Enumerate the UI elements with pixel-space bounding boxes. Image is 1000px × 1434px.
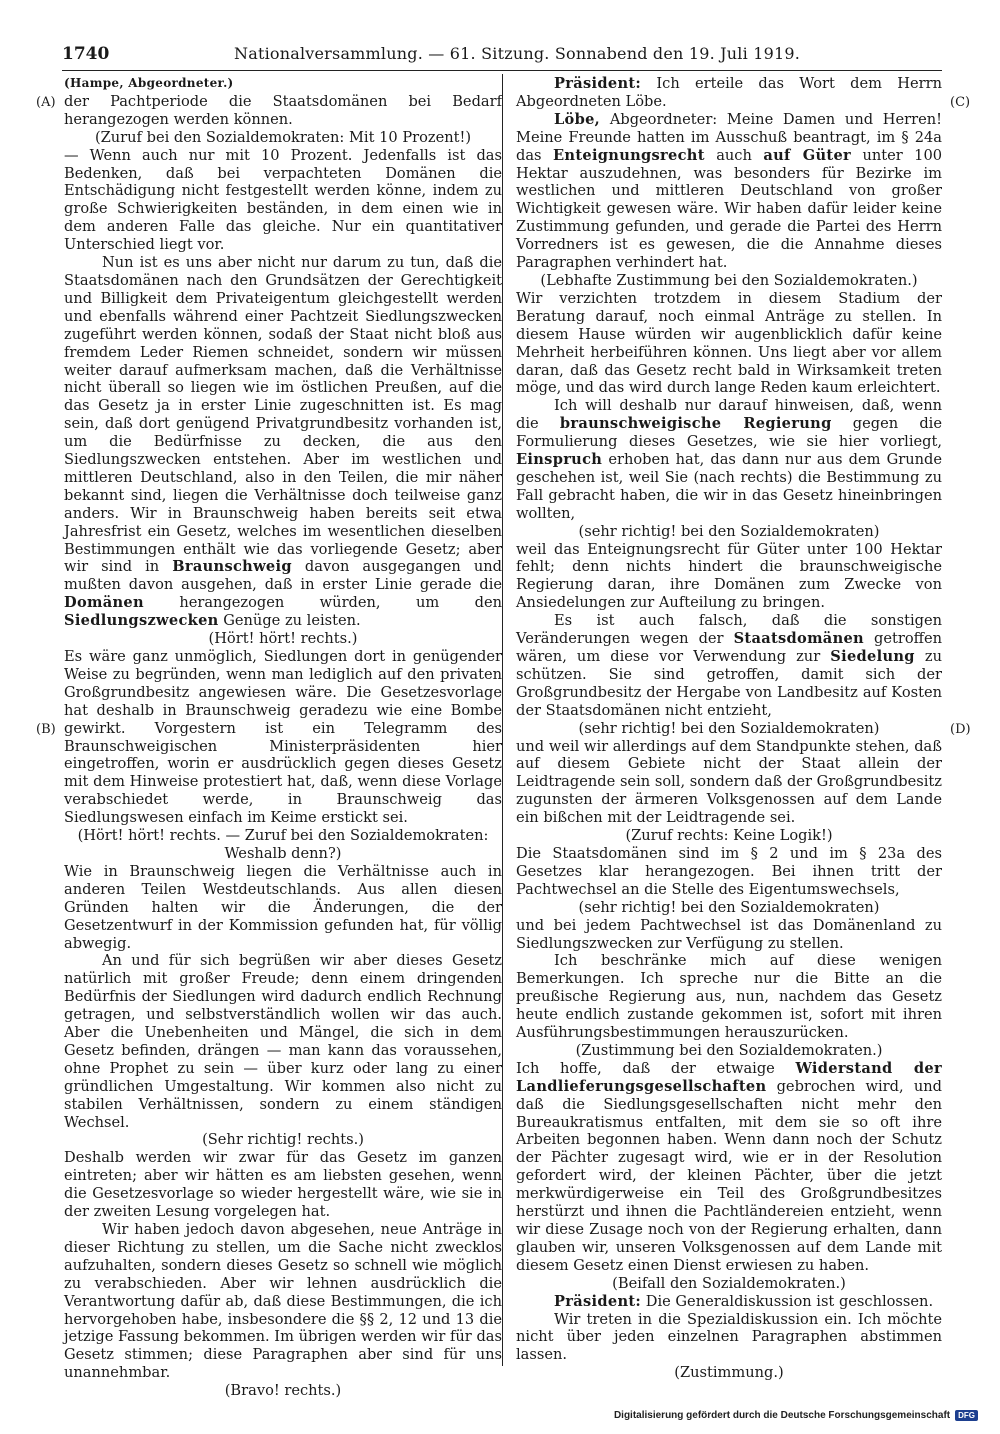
dfg-logo: DFG bbox=[955, 1410, 978, 1421]
speaker-label: Präsident: bbox=[554, 75, 642, 92]
margin-marker-a: (A) bbox=[36, 95, 56, 110]
interjection: (sehr richtig! bei den Sozialdemokraten) bbox=[578, 719, 880, 737]
speaker-label: Löbe, bbox=[554, 110, 601, 128]
paragraph: Wir treten in die Spezialdiskussion ein. Ich möchte nicht über jeden einzelnen Paragraphen abstimmen lassen. bbox=[516, 1310, 942, 1364]
page-number: 1740 bbox=[62, 44, 110, 64]
footer-text: Digitalisierung gefördert durch die Deutsche Forschungsgemeinschaft bbox=[613, 1410, 951, 1421]
emphasis: Enteignungsrecht bbox=[552, 146, 705, 164]
interjection: (Hört! hört! rechts. — Zuruf bei den Sozialdemokraten: Weshalb denn?) bbox=[77, 827, 489, 862]
interjection: (Lebhafte Zustimmung bei den Sozialdemokraten.) bbox=[540, 271, 918, 289]
interjection: (Zustimmung.) bbox=[674, 1364, 784, 1382]
paragraph: Ich hoffe, daß der etwaige Widerstand der Landlieferungsgesellschaften gebrochen wird, und daß die Siedlungsgesellschaften nicht mehr den Bureaukratismus entfalten, mit dem sie so oft ihre Arbeiten begonnen haben. Wenn dann noch der Schutz der Pächter zugesagt wird, wie er in der Resolution gefordert wird, der kleinen Pächter, über die jetzt merkwürdigerweise ein Teil des Großgrundbesitzes herstürzt und ihnen die Pachtländereien entzieht, wenn wir diese Zusage noch von der Regierung erhalten, dann glauben wir, unseren Volksgenossen auf dem Lande mit diesem Gesetz einen Dienst erwiesen zu haben. bbox=[516, 1059, 942, 1274]
speaker-label: Präsident: bbox=[554, 1292, 642, 1310]
interjection: (Sehr richtig! rechts.) bbox=[202, 1131, 364, 1149]
page-header bbox=[62, 44, 942, 72]
left-column bbox=[64, 75, 502, 1400]
digitization-footer bbox=[614, 1410, 978, 1421]
right-column bbox=[516, 75, 942, 1382]
paragraph: weil das Enteignungsrecht für Güter unter 100 Hektar fehlt; denn nichts hindert die braunschweigische Regierung daran, ihre Domänen zum Zwecke von Ansiedelungen zur Aufteilung zu bringen. bbox=[516, 540, 942, 612]
paragraph: Deshalb werden wir zwar für das Gesetz im ganzen eintreten; aber wir hätten es am liebsten gesehen, wenn die Gesetzesvorlage so wieder hergestellt wäre, wie sie in der zweiten Lesung vorgelegen hat. bbox=[64, 1149, 502, 1221]
emphasis: auf Güter bbox=[763, 146, 852, 164]
interjection: (sehr richtig! bei den Sozialdemokraten) bbox=[578, 522, 880, 540]
emphasis: braunschweigische Regierung bbox=[559, 415, 832, 433]
paragraph: Nun ist es uns aber nicht nur darum zu tun, daß die Staatsdomänen nach den Grundsätzen der Gerechtigkeit und Billigkeit dem Privateigentum gleichgestellt werden und ebenfalls während einer Pachtzeit Siedlungszwecken zugeführt werden können, sodaß der Staat nicht bloß aus fremdem Leder Riemen schneidet, sondern wir müssen weiter darauf aufmerksam machen, daß die Verhältnisse nicht überall so liegen wie im östlichen Preußen, auf die das Gesetz ja in erster Linie zugeschnitten ist. Es mag sein, daß dort genügend Privatgrundbesitz vorhanden ist, um die Bedürfnisse zu decken, die aus den Siedlungszwecken entstehen. Aber im westlichen und mittleren Deutschland, also in den Teilen, die mir näher bekannt sind, liegen die Verhältnisse doch teilweise ganz anders. Wir in Braunschweig haben bereits seit etwa Jahresfrist ein Gesetz, welches im wesentlichen dieselben Bestimmungen enthält wie das vorliegende Gesetz; aber wir sind in Braunschweig davon ausgegangen und mußten davon ausgehen, daß in erster Linie gerade die Domänen herangezogen würden, um den Siedlungszwecken Genüge zu leisten. bbox=[64, 254, 503, 630]
interjection: (Zuruf rechts: Keine Logik!) bbox=[625, 827, 833, 845]
margin-marker-c: (C) bbox=[950, 95, 971, 110]
emphasis: Domänen bbox=[64, 594, 144, 612]
paragraph: Wir verzichten trotzdem in diesem Stadium der Beratung darauf, noch einmal Anträge zu stellen. In diesem Hause würden wir augenblicklich dafür keine Mehrheit herbeiführen können. Uns liegt aber vor allem daran, daß das Gesetz recht bald in Wirksamkeit treten möge, und das wird durch lange Reden kaum erleichtert. bbox=[516, 289, 942, 397]
paragraph: Wir haben jedoch davon abgesehen, neue Anträge in dieser Richtung zu stellen, um die Sache nicht zwecklos aufzuhalten, sondern dieses Gesetz so schnell wie möglich zu verabschieden. Aber wir lehnen ausdrücklich die Verantwortung dafür ab, daß diese Bestimmungen, die ich hervorgehoben habe, insbesondere die §§ 2, 12 und 13 die jetzige Fassung bekommen. Im übrigen werden wir für das Gesetz stimmen; diese Paragraphen aber sind für uns unannehmbar. bbox=[64, 1221, 502, 1382]
paragraph: Präsident: Ich erteile das Wort dem Herrn Abgeordneten Löbe. bbox=[516, 75, 942, 110]
paragraph: Löbe, Abgeordneter: Meine Damen und Herren! Meine Freunde hatten im Ausschuß beantragt, im § 24a das Enteignungsrecht auch auf Güter unter 100 Hektar auszudehnen, was besonders für Bezirke im westlichen und mittleren Deutschland von großer Wichtigkeit gewesen wäre. Wir haben dafür leider keine Zustimmung gefunden, und gerade die Partei des Herrn Vorredners ist es gewesen, die die Annahme dieses Paragraphen verhindert hat. bbox=[516, 110, 943, 272]
interjection: (Hört! hört! rechts.) bbox=[208, 630, 358, 648]
speaker-note: (Hampe, Abgeordneter.) bbox=[64, 76, 234, 90]
running-title: Nationalversammlung. — 61. Sitzung. Sonnabend den 19. Juli 1919. bbox=[234, 44, 801, 63]
emphasis: Siedlungszwecken bbox=[64, 612, 219, 630]
emphasis: Einspruch bbox=[516, 451, 603, 469]
margin-marker-b: (B) bbox=[36, 722, 56, 737]
emphasis: Siedelung bbox=[830, 648, 915, 665]
interjection: (Zuruf bei den Sozialdemokraten: Mit 10 Prozent!) bbox=[94, 128, 472, 146]
paragraph: Es ist auch falsch, daß die sonstigen Veränderungen wegen der Staatsdomänen getroffen wären, um diese vor Verwendung zur Siedelung zu schützen. Sie sind getroffen, damit sich der Großgrundbesitz der Hergabe von Landbesitz auf Kosten der Staatsdomänen nicht entzieht, bbox=[516, 612, 943, 719]
paragraph: An und für sich begrüßen wir aber dieses Gesetz natürlich mit großer Freude; denn einem dringenden Bedürfnis der Siedlungen wird dadurch endlich Rechnung getragen, und selbstverständlich wollen wir das auch. Aber die Unebenheiten und Mängel, die sich in dem Gesetz befinden, drängen — man kann das voraussehen, ohne Prophet zu sein — über kurz oder lang zu einer gründlichen Umgestaltung. Wir kommen also nicht zu stabilen Verhältnissen, sondern zu einem ständigen Wechsel. bbox=[64, 952, 502, 1131]
interjection: (Zustimmung bei den Sozialdemokraten.) bbox=[575, 1041, 883, 1059]
paragraph: Ich beschränke mich auf diese wenigen Bemerkungen. Ich spreche nur die Bitte an die preußische Regierung aus, nun, nachdem das Gesetz heute endlich zustande gekommen ist, sofort mit ihren Ausführungsbestimmungen herauszurücken. bbox=[516, 952, 942, 1042]
paragraph: und bei jedem Pachtwechsel ist das Domänenland zu Siedlungszwecken zur Verfügung zu stellen. bbox=[516, 916, 942, 952]
margin-marker-d: (D) bbox=[950, 722, 971, 737]
interjection: (Bravo! rechts.) bbox=[224, 1382, 342, 1400]
paragraph: Wie in Braunschweig liegen die Verhältnisse auch in anderen Teilen Westdeutschlands. Aus allen diesen Gründen halten wir die Änderungen, die der Gesetzentwurf in der Kommission gefunden hat, für völlig abwegig. bbox=[64, 862, 502, 952]
paragraph: — Wenn auch nur mit 10 Prozent. Jedenfalls ist das Bedenken, daß bei verpachteten Domänen die Entschädigung nicht festgestellt werden könne, indem zu große Schwierigkeiten beständen, in dem einen wie in dem anderen Falle das gleiche. Nur ein quantitativer Unterschied liegt vor. bbox=[64, 146, 502, 254]
emphasis: Widerstand der Landlieferungsgesellschaften bbox=[516, 1059, 942, 1095]
emphasis: Staatsdomänen bbox=[733, 630, 864, 648]
emphasis: Braunschweig bbox=[172, 558, 292, 576]
paragraph: der Pachtperiode die Staatsdomänen bei Bedarf herangezogen werden können. bbox=[64, 92, 502, 128]
paragraph: und weil wir allerdings auf dem Standpunkte stehen, daß auf diesem Gebiete nicht der Staat allein der Leidtragende sein soll, sondern daß der Großgrundbesitz zugunsten der ärmeren Volksgenossen auf dem Lande ein bißchen mit der Leidtragende sei. bbox=[516, 737, 942, 827]
interjection: (Beifall den Sozialdemokraten.) bbox=[612, 1274, 846, 1292]
column-divider bbox=[502, 74, 503, 1366]
paragraph: Präsident: Die Generaldiskussion ist geschlossen. bbox=[554, 1292, 934, 1310]
interjection: (sehr richtig! bei den Sozialdemokraten) bbox=[578, 898, 880, 916]
paragraph: Ich will deshalb nur darauf hinweisen, daß, wenn die braunschweigische Regierung gegen die Formulierung dieses Gesetzes, wie sie hier vorliegt, Einspruch erhoben hat, das dann nur aus dem Grunde geschehen ist, weil Sie (nach rechts) die Bestimmung zu Fall gebracht haben, die wir in das Gesetz hineinbringen wollten, bbox=[516, 397, 943, 522]
paragraph: Es wäre ganz unmöglich, Siedlungen dort in genügender Weise zu begründen, wenn man lediglich auf den privaten Großgrundbesitz angewiesen wäre. Die Gesetzesvorlage hat deshalb in Braunschweig geradezu wie eine Bombe gewirkt. Vorgestern ist ein Telegramm des Braunschweigischen Ministerpräsidenten hier eingetroffen, worin er ausdrücklich gegen dieses Gesetz mit dem Hinweise protestiert hat, daß, wenn diese Vorlage verabschiedet werde, in Braunschweig das Siedlungswesen einfach im Keime erstickt sei. bbox=[64, 648, 502, 827]
paragraph: Die Staatsdomänen sind im § 2 und im § 23a des Gesetzes klar herangezogen. Bei ihnen tritt der Pachtwechsel an die Stelle des Eigentumswechsels, bbox=[516, 844, 942, 898]
header-rule bbox=[62, 70, 942, 71]
